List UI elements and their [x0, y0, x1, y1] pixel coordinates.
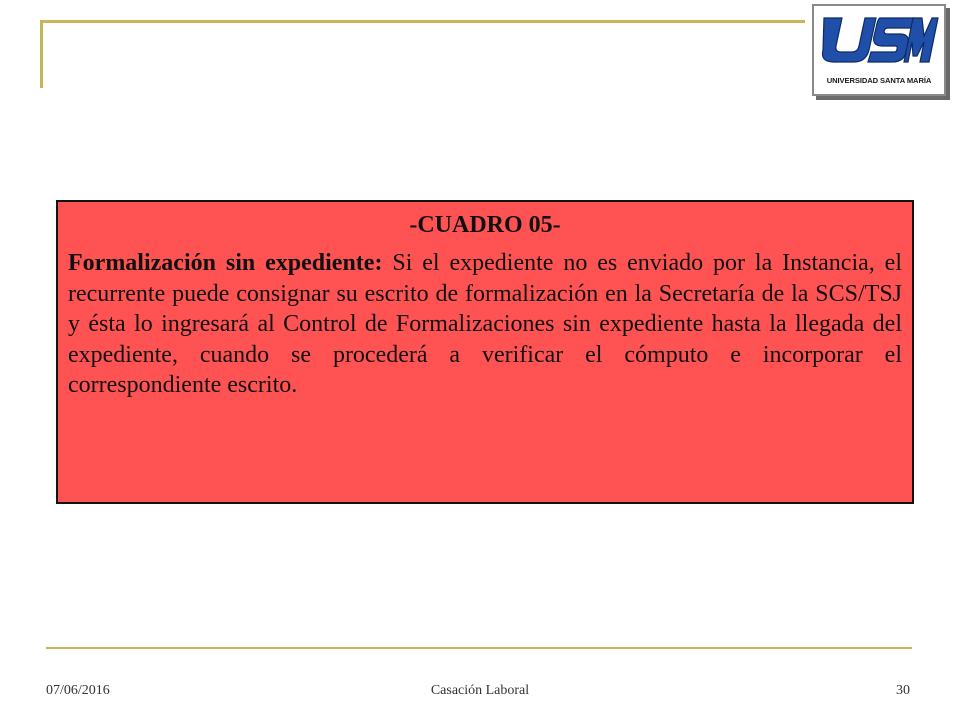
box-text: Si el expediente no es enviado por la Instancia, el recurrente puede consignar su escrito de formalización en la Secretaría de la SCS/TSJ y ésta lo ingresará al Control de Formalizaciones sin expediente hasta la llegada del expediente, cuando se procederá a verificar el cómputo e incorporar el correspondiente escrito.: [68, 250, 902, 398]
footer-title: Casación Laboral: [430, 683, 530, 698]
box-lead: Formalización sin expediente:: [68, 250, 383, 276]
bottom-rule: [46, 647, 912, 649]
footer-page-number: 30: [896, 683, 910, 698]
left-rule: [40, 20, 43, 88]
box-body: [68, 248, 902, 401]
footer-date: 07/06/2016: [46, 683, 110, 698]
logo-caption: UNIVERSIDAD SANTA MARÍA: [826, 76, 932, 85]
box-title: -CUADRO 05-: [409, 212, 561, 238]
top-rule: [40, 20, 805, 23]
university-logo: [812, 4, 946, 96]
content-box: [56, 200, 914, 504]
usm-logo-icon: [818, 10, 940, 74]
